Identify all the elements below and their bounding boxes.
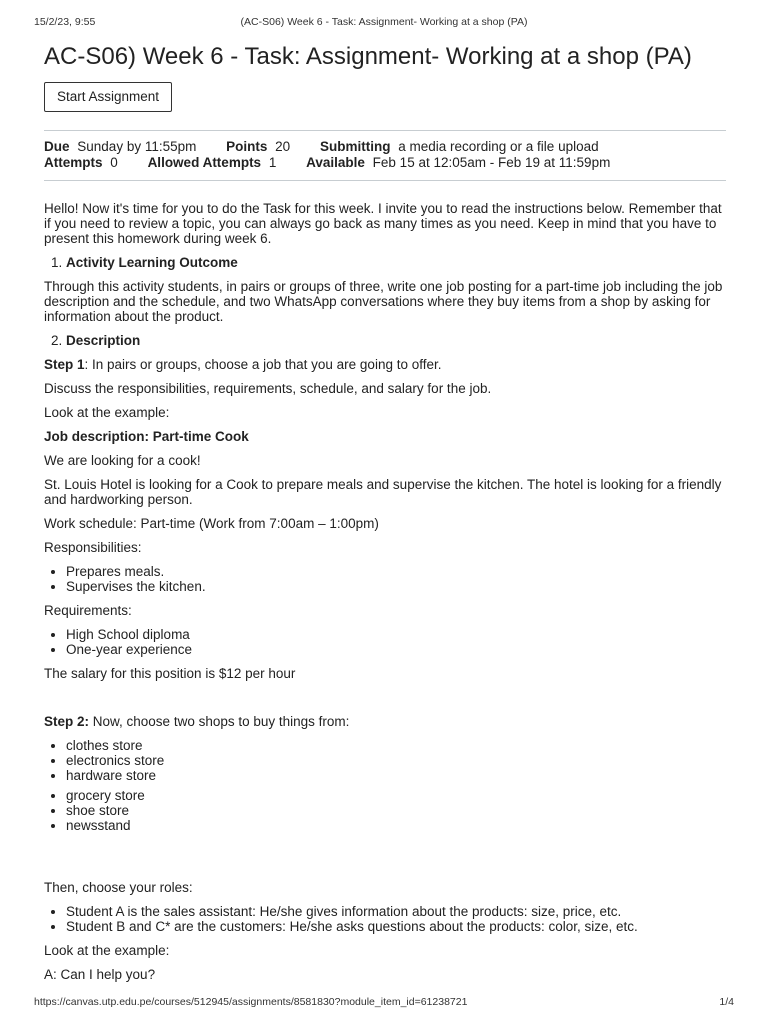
submitting-value: a media recording or a file upload [398, 139, 599, 154]
salary-paragraph: The salary for this position is $12 per hour [44, 666, 296, 681]
due-value: Sunday by 11:55pm [77, 139, 197, 154]
points-value: 20 [275, 139, 291, 154]
spacer [44, 690, 726, 714]
job-title: Job description: Part-time Cook [44, 429, 249, 444]
hotel-paragraph: St. Louis Hotel is looking for a Cook to prepare meals and supervise the kitchen. The hotel is looking for a friendly and hardworking person. [44, 477, 722, 507]
print-footer [34, 996, 734, 1010]
start-assignment-button[interactable]: Start Assignment [44, 82, 172, 112]
page-title: AC-S06) Week 6 - Task: Assignment- Working at a shop (PA) [44, 43, 692, 70]
list-item: • hardware store [66, 768, 726, 783]
step-1-text: : In pairs or groups, choose a job that you are going to offer. [84, 357, 442, 372]
list-item: • Student A is the sales assistant: He/she gives information about the products: size, price, etc. [66, 904, 726, 919]
look-example-paragraph: Look at the example: [44, 405, 170, 420]
roles-intro-paragraph: Then, choose your roles: [44, 880, 193, 895]
list-item: • clothes store [66, 738, 726, 753]
assignment-page [44, 40, 726, 991]
list-item: • Student B and C* are the customers: He/she asks questions about the products: color, size, etc. [66, 919, 726, 934]
attempts-value: 0 [110, 155, 118, 170]
section-list-1 [44, 255, 726, 270]
assignment-details [44, 130, 726, 181]
job-title-paragraph [44, 429, 726, 444]
attempts-label: Attempts [44, 155, 103, 170]
details-row-1 [44, 139, 726, 155]
section-title-outcome: Activity Learning Outcome [66, 255, 238, 270]
print-header [34, 16, 734, 30]
list-item: • Supervises the kitchen. [66, 579, 726, 594]
outcome-paragraph: Through this activity students, in pairs or groups of three, write one job posting for a part-time job including the job description and the schedule, and two WhatsApp conversations where they buy items from a shop by asking for information about the product. [44, 279, 723, 324]
responsibilities-label: Responsibilities: [44, 540, 142, 555]
requirements-list [44, 627, 726, 657]
step-2-text: Now, choose two shops to buy things from: [89, 714, 350, 729]
print-page-title: (AC-S06) Week 6 - Task: Assignment- Working at a shop (PA) [240, 16, 528, 28]
list-item: • High School diploma [66, 627, 726, 642]
spacer [44, 842, 726, 880]
list-item: • electronics store [66, 753, 726, 768]
list-item: • newsstand [66, 818, 726, 833]
print-url: https://canvas.utp.edu.pe/courses/512945/assignments/8581830?module_item_id=61238721 [34, 996, 468, 1008]
section-list-2 [44, 333, 726, 348]
intro-paragraph: Hello! Now it's time for you to do the Task for this week. I invite you to read the instructions below. Remember that if you need to review a topic, you can always go back as many times as you need. Keep in mind that you have to present this homework during week 6. [44, 201, 722, 246]
section-item-outcome [66, 255, 726, 270]
section-item-description [66, 333, 726, 348]
section-title-description: Description [66, 333, 141, 348]
list-item: • One-year experience [66, 642, 726, 657]
list-item: • Prepares meals. [66, 564, 726, 579]
list-item: • grocery store [66, 788, 726, 803]
allowed-attempts-value: 1 [268, 155, 277, 170]
looking-paragraph: We are looking for a cook! [44, 453, 201, 468]
shops-list-b [44, 788, 726, 833]
points-label: Points [226, 139, 268, 154]
details-row-2 [44, 155, 726, 171]
step-2-paragraph [44, 714, 726, 729]
available-label: Available [306, 155, 365, 170]
assignment-description [44, 201, 726, 982]
responsibilities-list [44, 564, 726, 594]
requirements-label: Requirements: [44, 603, 132, 618]
available-value: Feb 15 at 12:05am - Feb 19 at 11:59pm [372, 155, 611, 170]
allowed-attempts-label: Allowed Attempts [147, 155, 262, 170]
discuss-paragraph: Discuss the responsibilities, requirements, schedule, and salary for the job. [44, 381, 492, 396]
step-1-paragraph [44, 357, 726, 372]
roles-list [44, 904, 726, 934]
schedule-paragraph: Work schedule: Part-time (Work from 7:00am – 1:00pm) [44, 516, 379, 531]
print-timestamp: 15/2/23, 9:55 [34, 16, 96, 28]
list-item: • shoe store [66, 803, 726, 818]
dialog-line-a: A: Can I help you? [44, 967, 156, 982]
due-label: Due [44, 139, 70, 154]
shops-list-a [44, 738, 726, 783]
submitting-label: Submitting [319, 139, 391, 154]
print-page-number: 1/4 [719, 996, 734, 1008]
look-example-2-paragraph: Look at the example: [44, 943, 170, 958]
step-1-label: Step 1 [44, 357, 85, 372]
step-2-label: Step 2: [44, 714, 90, 729]
